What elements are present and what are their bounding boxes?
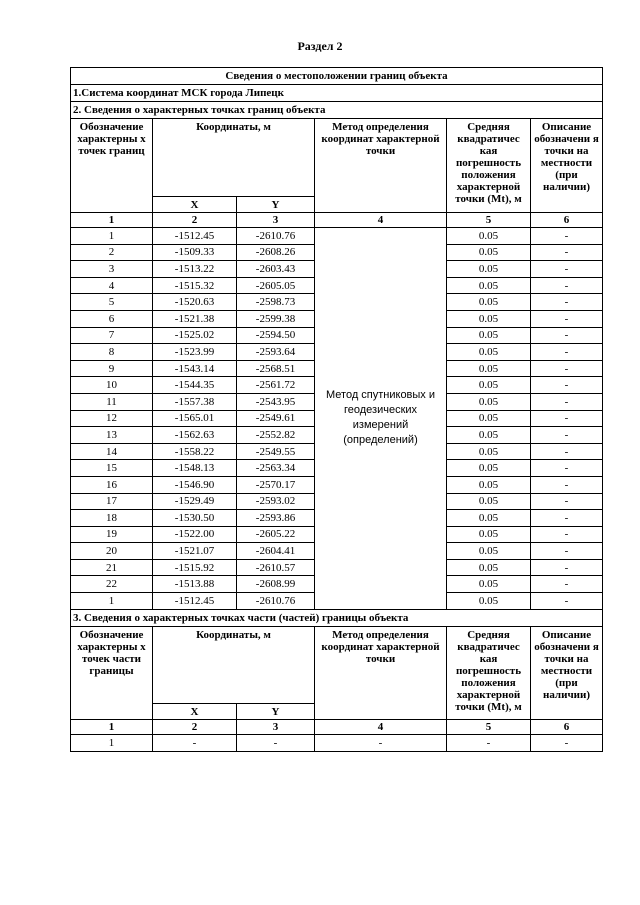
point-y: -2603.43: [237, 261, 315, 278]
point-accuracy: 0.05: [447, 261, 531, 278]
point-y: -2593.86: [237, 510, 315, 527]
point-y: -2610.76: [237, 593, 315, 610]
point-description: -: [531, 443, 603, 460]
point-description: -: [531, 261, 603, 278]
point-description: -: [531, 476, 603, 493]
table-title: Сведения о местоположении границ объекта: [71, 68, 603, 85]
point-description: -: [531, 576, 603, 593]
point-accuracy: 0.05: [447, 493, 531, 510]
point-x: -1513.88: [153, 576, 237, 593]
point-x: -1523.99: [153, 344, 237, 361]
header-coordinates: Координаты, м: [153, 119, 315, 197]
point-y: -2552.82: [237, 427, 315, 444]
column-number: 2: [153, 720, 237, 735]
point-id: 3: [71, 261, 153, 278]
header-description: Описание обозначени я точки на местности (при наличии): [531, 627, 603, 720]
point-id: 1: [71, 228, 153, 245]
point-accuracy: 0.05: [447, 427, 531, 444]
point-description: -: [531, 344, 603, 361]
point-id: 14: [71, 443, 153, 460]
point-id: 10: [71, 377, 153, 394]
boundary-table: [70, 67, 603, 610]
point-id: 7: [71, 327, 153, 344]
header-x: X: [153, 197, 237, 213]
header-designation-part: Обозначение характерны х точек части границы: [71, 627, 153, 720]
point-id: 20: [71, 543, 153, 560]
point-id: 12: [71, 410, 153, 427]
point-x: -1521.07: [153, 543, 237, 560]
point-accuracy: 0.05: [447, 393, 531, 410]
point-y: -2594.50: [237, 327, 315, 344]
column-number: 2: [153, 213, 237, 228]
point-y: -2549.61: [237, 410, 315, 427]
point-accuracy: 0.05: [447, 360, 531, 377]
part-point-method: -: [315, 735, 447, 752]
table-row: [71, 735, 603, 752]
point-x: -1515.32: [153, 277, 237, 294]
coord-system: 1.Система координат МСК города Липецк: [71, 85, 603, 102]
point-y: -2549.55: [237, 443, 315, 460]
point-description: -: [531, 377, 603, 394]
column-number: 3: [237, 720, 315, 735]
point-y: -2608.26: [237, 244, 315, 261]
point-x: -1543.14: [153, 360, 237, 377]
point-accuracy: 0.05: [447, 593, 531, 610]
point-description: -: [531, 310, 603, 327]
part-point-y: -: [237, 735, 315, 752]
point-y: -2608.99: [237, 576, 315, 593]
point-x: -1565.01: [153, 410, 237, 427]
point-accuracy: 0.05: [447, 310, 531, 327]
point-accuracy: 0.05: [447, 344, 531, 361]
point-description: -: [531, 593, 603, 610]
column-number: 6: [531, 213, 603, 228]
boundary-points-title: 2. Сведения о характерных точках границ объекта: [71, 102, 603, 119]
header-coordinates: Координаты, м: [153, 627, 315, 704]
point-y: -2593.64: [237, 344, 315, 361]
point-accuracy: 0.05: [447, 460, 531, 477]
point-y: -2563.34: [237, 460, 315, 477]
point-x: -1530.50: [153, 510, 237, 527]
header-x: X: [153, 704, 237, 720]
point-y: -2610.57: [237, 559, 315, 576]
point-id: 16: [71, 476, 153, 493]
point-y: -2561.72: [237, 377, 315, 394]
point-y: -2568.51: [237, 360, 315, 377]
column-number: 4: [315, 720, 447, 735]
point-accuracy: 0.05: [447, 443, 531, 460]
column-number: 6: [531, 720, 603, 735]
column-number: 5: [447, 720, 531, 735]
point-y: -2543.95: [237, 393, 315, 410]
point-x: -1512.45: [153, 593, 237, 610]
point-x: -1529.49: [153, 493, 237, 510]
point-id: 22: [71, 576, 153, 593]
point-id: 17: [71, 493, 153, 510]
header-y: Y: [237, 704, 315, 720]
point-id: 6: [71, 310, 153, 327]
point-description: -: [531, 559, 603, 576]
point-x: -1513.22: [153, 261, 237, 278]
point-x: -1557.38: [153, 393, 237, 410]
point-id: 2: [71, 244, 153, 261]
header-designation: Обозначение характерны х точек границ: [71, 119, 153, 213]
point-x: -1520.63: [153, 294, 237, 311]
point-description: -: [531, 360, 603, 377]
point-accuracy: 0.05: [447, 327, 531, 344]
point-description: -: [531, 294, 603, 311]
column-number: 1: [71, 213, 153, 228]
point-x: -1548.13: [153, 460, 237, 477]
point-description: -: [531, 244, 603, 261]
point-id: 18: [71, 510, 153, 527]
point-id: 9: [71, 360, 153, 377]
table-row: [71, 228, 603, 245]
point-x: -1558.22: [153, 443, 237, 460]
part-table: [70, 609, 603, 752]
point-description: -: [531, 510, 603, 527]
point-x: -1522.00: [153, 526, 237, 543]
point-accuracy: 0.05: [447, 476, 531, 493]
point-id: 15: [71, 460, 153, 477]
point-y: -2610.76: [237, 228, 315, 245]
section-title: Раздел 2: [297, 39, 343, 53]
part-point-description: -: [531, 735, 603, 752]
point-accuracy: 0.05: [447, 576, 531, 593]
point-x: -1521.38: [153, 310, 237, 327]
header-method: Метод определения координат характерной точки: [315, 119, 447, 213]
header-method: Метод определения координат характерной точки: [315, 627, 447, 720]
part-point-accuracy: -: [447, 735, 531, 752]
column-number: 1: [71, 720, 153, 735]
column-number: 4: [315, 213, 447, 228]
point-id: 5: [71, 294, 153, 311]
point-y: -2605.05: [237, 277, 315, 294]
part-title: 3. Сведения о характерных точках части (частей) границы объекта: [71, 610, 603, 627]
point-id: 8: [71, 344, 153, 361]
point-id: 19: [71, 526, 153, 543]
header-y: Y: [237, 197, 315, 213]
point-description: -: [531, 427, 603, 444]
point-accuracy: 0.05: [447, 228, 531, 245]
point-id: 1: [71, 593, 153, 610]
point-accuracy: 0.05: [447, 244, 531, 261]
point-id: 13: [71, 427, 153, 444]
point-y: -2605.22: [237, 526, 315, 543]
point-id: 21: [71, 559, 153, 576]
point-accuracy: 0.05: [447, 277, 531, 294]
point-description: -: [531, 543, 603, 560]
method-value: Метод спутниковых и геодезических измерений (определений): [315, 228, 447, 610]
column-number: 3: [237, 213, 315, 228]
point-y: -2570.17: [237, 476, 315, 493]
part-point-id: 1: [71, 735, 153, 752]
point-accuracy: 0.05: [447, 559, 531, 576]
point-y: -2598.73: [237, 294, 315, 311]
point-description: -: [531, 393, 603, 410]
point-x: -1525.02: [153, 327, 237, 344]
point-id: 11: [71, 393, 153, 410]
point-accuracy: 0.05: [447, 526, 531, 543]
point-accuracy: 0.05: [447, 543, 531, 560]
point-x: -1562.63: [153, 427, 237, 444]
point-id: 4: [71, 277, 153, 294]
point-description: -: [531, 228, 603, 245]
column-number: 5: [447, 213, 531, 228]
point-description: -: [531, 327, 603, 344]
point-description: -: [531, 410, 603, 427]
point-accuracy: 0.05: [447, 377, 531, 394]
part-point-x: -: [153, 735, 237, 752]
point-y: -2599.38: [237, 310, 315, 327]
point-description: -: [531, 277, 603, 294]
point-y: -2604.41: [237, 543, 315, 560]
header-accuracy: Средняя квадратичес кая погрешность положения характерной точки (Mt), м: [447, 119, 531, 213]
point-x: -1546.90: [153, 476, 237, 493]
point-accuracy: 0.05: [447, 510, 531, 527]
header-description: Описание обозначени я точки на местности (при наличии): [531, 119, 603, 213]
point-x: -1515.92: [153, 559, 237, 576]
point-y: -2593.02: [237, 493, 315, 510]
point-description: -: [531, 460, 603, 477]
point-accuracy: 0.05: [447, 294, 531, 311]
point-description: -: [531, 493, 603, 510]
header-accuracy: Средняя квадратичес кая погрешность положения характерной точки (Mt), м: [447, 627, 531, 720]
point-x: -1544.35: [153, 377, 237, 394]
point-x: -1509.33: [153, 244, 237, 261]
point-accuracy: 0.05: [447, 410, 531, 427]
point-description: -: [531, 526, 603, 543]
point-x: -1512.45: [153, 228, 237, 245]
